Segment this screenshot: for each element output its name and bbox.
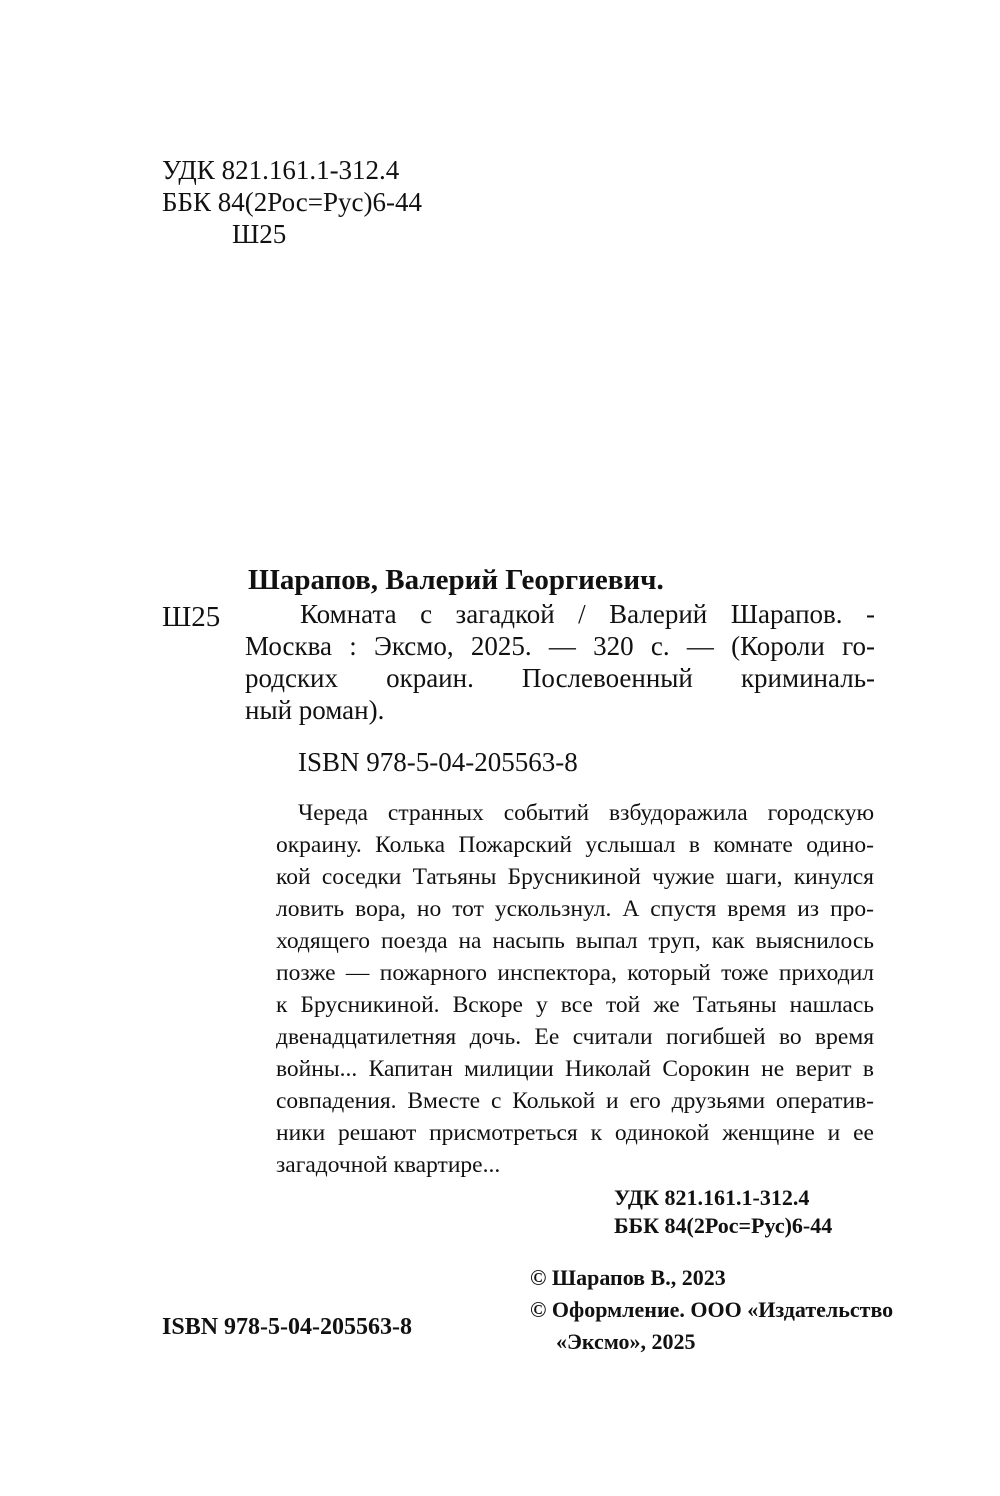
isbn-entry: ISBN 978-5-04-205563-8 bbox=[298, 747, 578, 777]
annotation-line: к Брусникиной. Вскоре у все той же Татьяны нашлась bbox=[276, 992, 874, 1018]
annotation-line: загадочной квартире... bbox=[276, 1152, 501, 1178]
annotation-line: войны... Капитан милиции Николай Сорокин не верит в bbox=[276, 1056, 874, 1082]
bib-line: родских окраин. Послевоенный криминаль- bbox=[245, 663, 875, 693]
class-udk: УДК 821.161.1-312.4 bbox=[614, 1185, 810, 1210]
annotation-line: окраину. Колька Пожарский услышал в комнате одино- bbox=[276, 832, 874, 858]
copyright-publisher: «Эксмо», 2025 bbox=[556, 1329, 696, 1354]
side-author-code: Ш25 bbox=[162, 601, 221, 633]
annotation-line: позже — пожарного инспектора, который тоже приходил bbox=[276, 960, 874, 986]
annotation-line: ники решают присмотреться к одинокой женщине и ее bbox=[276, 1120, 874, 1146]
bib-line: ный роман). bbox=[245, 695, 385, 725]
isbn-footer: ISBN 978-5-04-205563-8 bbox=[162, 1314, 412, 1340]
top-bbk: ББК 84(2Рос=Рус)6-44 bbox=[162, 187, 422, 217]
annotation-line: ходящего поезда на насыпь выпал труп, как выяснилось bbox=[276, 928, 874, 954]
annotation-line: ловить вора, но тот ускользнул. А спустя время из про- bbox=[276, 896, 874, 922]
author-heading: Шарапов, Валерий Георгиевич. bbox=[248, 564, 664, 596]
annotation-line: Череда странных событий взбудоражила городскую bbox=[298, 800, 874, 826]
top-author-code: Ш25 bbox=[232, 219, 287, 249]
annotation-line: двенадцатилетняя дочь. Ее считали погибшей во время bbox=[276, 1024, 874, 1050]
class-bbk: ББК 84(2Рос=Рус)6-44 bbox=[614, 1213, 833, 1238]
top-udk: УДК 821.161.1-312.4 bbox=[162, 155, 400, 185]
annotation-line: совпадения. Вместе с Колькой и его друзьями оператив- bbox=[276, 1088, 874, 1114]
bib-line: Москва : Эксмо, 2025. — 320 с. — (Короли го- bbox=[245, 631, 875, 661]
copyright-design: © Оформление. ООО «Издательство bbox=[530, 1297, 894, 1322]
bib-line: Комната с загадкой / Валерий Шарапов. - bbox=[300, 599, 875, 629]
annotation-line: кой соседки Татьяны Брусникиной чужие шаги, кинулся bbox=[276, 864, 874, 890]
copyright-author: © Шарапов В., 2023 bbox=[530, 1265, 726, 1290]
